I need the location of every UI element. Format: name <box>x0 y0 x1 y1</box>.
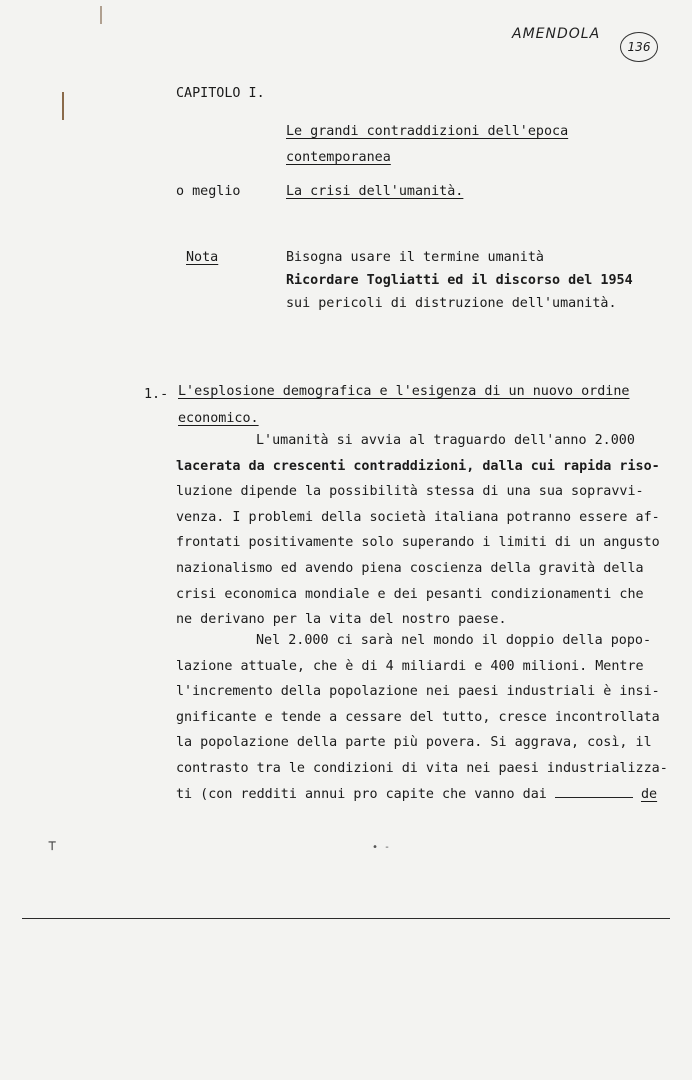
chapter-alt-prefix: o meglio <box>176 184 241 199</box>
text-line: venza. I problemi della società italiana potranno essere af- <box>176 509 660 525</box>
text-line: luzione dipende la possibilità stessa di una sua sopravvi- <box>176 484 644 500</box>
paragraph-2 <box>176 628 668 807</box>
chapter-heading-line1: Le grandi contraddizioni dell'epoca <box>286 124 569 139</box>
text-line: crisi economica mondiale e dei pesanti condizionamenti che <box>176 586 644 602</box>
note-line1: Bisogna usare il termine umanità <box>286 250 544 265</box>
chapter-alt-title: La crisi dell'umanità. <box>286 184 464 199</box>
text-line: L'umanità si avvia al traguardo dell'anno 2.000 <box>256 433 635 448</box>
circled-page-number: 136 <box>620 32 658 62</box>
text-line: contrasto tra le condizioni di vita nei paesi industrializza- <box>176 760 668 776</box>
section-title-line1: L'esplosione demografica e l'esigenza di un nuovo ordine <box>178 384 630 399</box>
section-number: 1.- <box>144 387 169 402</box>
blank-fill-line <box>555 796 633 798</box>
note-line2: Ricordare Togliatti ed il discorso del 1954 <box>286 273 633 288</box>
text-line: lacerata da crescenti contraddizioni, dalla cui rapida riso- <box>176 458 660 474</box>
text-line: l'incremento della popolazione nei paesi industriali è insi- <box>176 684 660 700</box>
note-line3: sui pericoli di distruzione dell'umanità. <box>286 296 617 311</box>
text-line-start: ti (con redditi annui pro capite che vanno dai <box>176 786 547 802</box>
paragraph-1 <box>176 428 660 633</box>
text-line-last <box>176 782 658 808</box>
stray-mark: • - <box>372 842 391 853</box>
text-line: frontati positivamente solo superando i limiti di un angusto <box>176 535 660 551</box>
text-line: ne derivano per la vita del nostro paese. <box>176 612 507 628</box>
text-line-end: de <box>640 786 658 802</box>
margin-mark-glyph: ⊤ <box>48 838 57 854</box>
chapter-heading-line2: contemporanea <box>286 150 391 165</box>
text-line: gnificante e tende a cessare del tutto, cresce incontrollata <box>176 709 660 725</box>
note-label: Nota <box>186 250 219 265</box>
margin-stain <box>100 6 102 24</box>
margin-stain <box>62 92 64 120</box>
text-line: nazionalismo ed avendo piena coscienza della gravità della <box>176 560 644 576</box>
chapter-title: CAPITOLO I. <box>176 86 265 101</box>
text-line: lazione attuale, che è di 4 miliardi e 400 milioni. Mentre <box>176 658 644 674</box>
handwritten-author-name: AMENDOLA <box>512 26 601 42</box>
text-line: Nel 2.000 ci sarà nel mondo il doppio della popo- <box>256 633 652 648</box>
section-title-line2: economico. <box>178 411 259 426</box>
text-line: la popolazione della parte più povera. Si aggrava, così, il <box>176 735 652 751</box>
bottom-rule <box>22 918 670 919</box>
